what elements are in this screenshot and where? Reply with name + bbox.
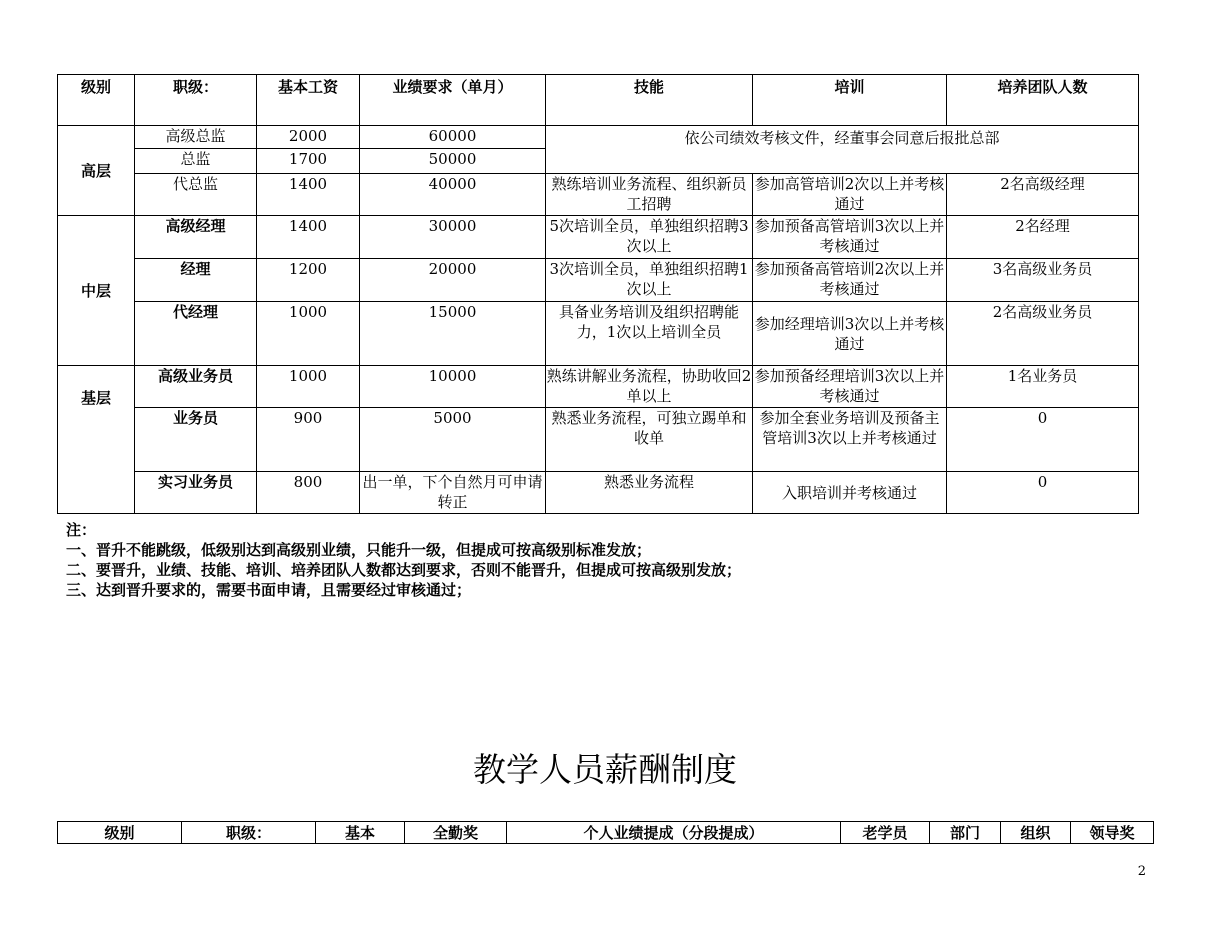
training-cell: 参加预备高管培训2次以上并考核通过 — [753, 259, 947, 302]
teacher-salary-table — [57, 821, 1154, 844]
note-line: 二、要晋升，业绩、技能、培训、培养团队人数都达到要求，否则不能晋升，但提成可按高级别发放； — [66, 561, 742, 579]
col-header-salary: 基本工资 — [257, 75, 360, 126]
table-row — [58, 472, 1139, 514]
salary-cell: 1400 — [257, 174, 360, 216]
table-row — [58, 259, 1139, 302]
skill-cell: 熟练培训业务流程、组织新员工招聘 — [546, 174, 753, 216]
col-header-commission: 个人业绩提成（分段提成） — [507, 822, 841, 844]
perf-cell: 5000 — [360, 408, 546, 472]
table-row — [58, 366, 1139, 408]
salary-cell: 1200 — [257, 259, 360, 302]
training-cell: 参加高管培训2次以上并考核通过 — [753, 174, 947, 216]
rank-cell: 实习业务员 — [135, 472, 257, 514]
level-cell-middle: 中层 — [58, 216, 135, 366]
table-header-row — [58, 75, 1139, 126]
col-header-perf: 业绩要求（单月） — [360, 75, 546, 126]
skill-cell: 熟悉业务流程，可独立踢单和收单 — [546, 408, 753, 472]
team-cell: 0 — [947, 472, 1139, 514]
table-row — [58, 126, 1139, 149]
skill-cell: 3次培训全员，单独组织招聘1次以上 — [546, 259, 753, 302]
salary-cell: 1400 — [257, 216, 360, 259]
rank-cell: 代经理 — [135, 302, 257, 366]
notes-block — [66, 520, 741, 600]
training-cell: 参加经理培训3次以上并考核通过 — [753, 302, 947, 366]
table-row — [58, 174, 1139, 216]
table-row — [58, 408, 1139, 472]
rank-cell: 代总监 — [135, 174, 257, 216]
col-header-old-student: 老学员 — [841, 822, 930, 844]
col-header-level: 级别 — [58, 75, 135, 126]
rank-cell: 总监 — [135, 149, 257, 174]
salary-cell: 900 — [257, 408, 360, 472]
promotion-table — [57, 74, 1139, 514]
team-cell: 1名业务员 — [947, 366, 1139, 408]
perf-cell: 30000 — [360, 216, 546, 259]
col-header-level: 级别 — [58, 822, 182, 844]
col-header-leader-award: 领导奖 — [1071, 822, 1154, 844]
table-row — [58, 302, 1139, 366]
team-cell: 2名经理 — [947, 216, 1139, 259]
salary-cell: 1000 — [257, 366, 360, 408]
skill-cell: 熟悉业务流程 — [546, 472, 753, 514]
skill-cell: 熟练讲解业务流程，协助收回2单以上 — [546, 366, 753, 408]
perf-cell: 40000 — [360, 174, 546, 216]
rank-cell: 高级总监 — [135, 126, 257, 149]
training-cell: 参加预备高管培训3次以上并考核通过 — [753, 216, 947, 259]
perf-cell: 出一单，下个自然月可申请转正 — [360, 472, 546, 514]
team-cell: 0 — [947, 408, 1139, 472]
salary-cell: 800 — [257, 472, 360, 514]
notes-heading: 注： — [66, 521, 97, 539]
col-header-department: 部门 — [930, 822, 1001, 844]
team-cell: 2名高级经理 — [947, 174, 1139, 216]
training-cell: 参加预备经理培训3次以上并考核通过 — [753, 366, 947, 408]
note-line: 一、晋升不能跳级，低级别达到高级别业绩，只能升一级，但提成可按高级别标准发放； — [66, 541, 652, 559]
col-header-base: 基本 — [316, 822, 405, 844]
col-header-skill: 技能 — [546, 75, 753, 126]
col-header-attendance: 全勤奖 — [405, 822, 507, 844]
perf-cell: 10000 — [360, 366, 546, 408]
salary-cell: 1700 — [257, 149, 360, 174]
rank-cell: 高级业务员 — [135, 366, 257, 408]
col-header-organization: 组织 — [1001, 822, 1071, 844]
table-header-row — [58, 822, 1154, 844]
training-cell: 入职培训并考核通过 — [753, 472, 947, 514]
col-header-training: 培训 — [753, 75, 947, 126]
note-line: 三、达到晋升要求的，需要书面申请，且需要经过审核通过； — [66, 581, 472, 599]
salary-cell: 2000 — [257, 126, 360, 149]
level-cell-base: 基层 — [58, 366, 135, 514]
rank-cell: 高级经理 — [135, 216, 257, 259]
perf-cell: 50000 — [360, 149, 546, 174]
training-cell: 参加全套业务培训及预备主管培训3次以上并考核通过 — [753, 408, 947, 472]
level-cell-senior: 高层 — [58, 126, 135, 216]
rank-cell: 业务员 — [135, 408, 257, 472]
perf-cell: 20000 — [360, 259, 546, 302]
col-header-team: 培养团队人数 — [947, 75, 1139, 126]
col-header-rank: 职级： — [182, 822, 316, 844]
team-cell: 3名高级业务员 — [947, 259, 1139, 302]
team-cell: 2名高级业务员 — [947, 302, 1139, 366]
col-header-rank: 职级： — [135, 75, 257, 126]
skill-cell: 具备业务培训及组织招聘能力，1次以上培训全员 — [546, 302, 753, 366]
skill-cell: 5次培训全员，单独组织招聘3次以上 — [546, 216, 753, 259]
perf-cell: 60000 — [360, 126, 546, 149]
table-row — [58, 216, 1139, 259]
rank-cell: 经理 — [135, 259, 257, 302]
perf-cell: 15000 — [360, 302, 546, 366]
page-number: 2 — [1137, 864, 1146, 879]
section-title: 教学人员薪酬制度 — [473, 750, 737, 789]
salary-cell: 1000 — [257, 302, 360, 366]
merged-note-cell: 依公司绩效考核文件，经董事会同意后报批总部 — [546, 126, 1139, 174]
